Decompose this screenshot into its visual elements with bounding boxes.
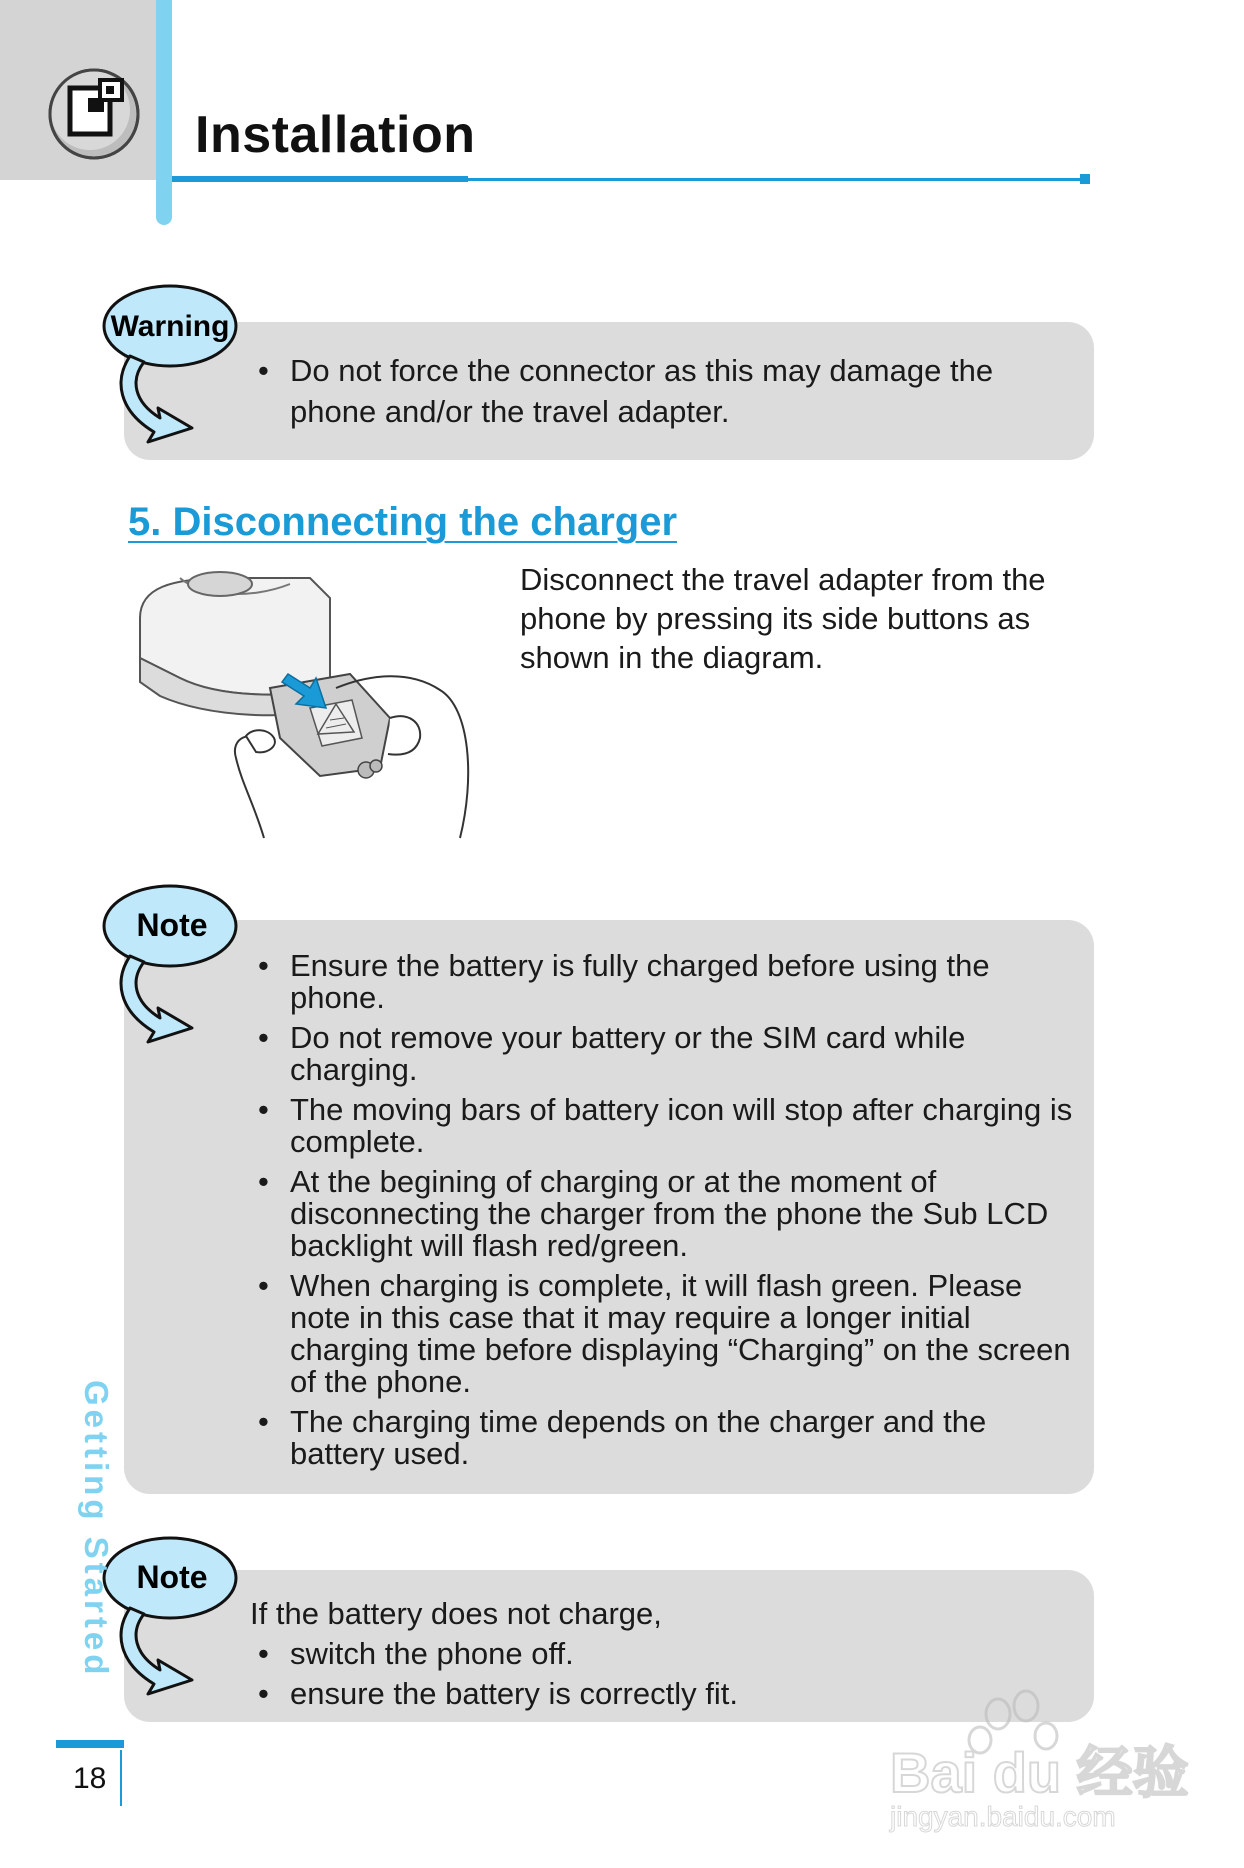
watermark-url: jingyan.baidu.com	[890, 1801, 1116, 1832]
title-rule-end	[1080, 174, 1090, 184]
side-tab	[55, 1380, 115, 1730]
note-item: • Do not remove your battery or the SIM card while charging.	[258, 1022, 1078, 1086]
note-item: • The charging time depends on the charger and the battery used.	[258, 1406, 1078, 1470]
note-label-2: Note	[136, 1559, 208, 1595]
side-tab-label: Getting Started	[78, 1380, 115, 1679]
section-body: Disconnect the travel adapter from the phone by pressing its side buttons as shown in the diagram.	[520, 562, 1046, 675]
header-vertical-bar	[156, 0, 172, 225]
warning-list	[258, 350, 1058, 432]
note-item: • At the begining of charging or at the moment of disconnecting the charger from the phone the Sub LCD backlight will flash red/green.	[258, 1166, 1078, 1262]
title-underline	[172, 176, 468, 182]
section-heading: 5. Disconnecting the charger	[128, 500, 678, 544]
watermark-brand: Bai du 经验	[890, 1741, 1189, 1804]
page-number-rule	[120, 1750, 122, 1806]
installation-icon	[44, 64, 144, 164]
note2-item: • ensure the battery is correctly fit.	[258, 1674, 1018, 1714]
note-item: • When charging is complete, it will flash green. Please note in this case that it may require a longer initial charging time before displaying “Charging” on the screen of the phone.	[258, 1270, 1078, 1398]
page-title: Installation	[195, 106, 476, 164]
note-item: • Ensure the battery is fully charged before using the phone.	[258, 950, 1078, 1014]
warning-label: Warning	[110, 310, 230, 343]
note-bubble-icon	[100, 880, 250, 1050]
note-list	[258, 950, 1078, 1478]
note2-intro: If the battery does not charge,	[250, 1596, 662, 1631]
title-rule	[468, 178, 1080, 181]
page-number: 18	[73, 1762, 107, 1795]
note-bubble-icon-2	[100, 1532, 250, 1702]
note-label: Note	[136, 907, 208, 943]
warning-item: • Do not force the connector as this may damage the phone and/or the travel adapter.	[258, 350, 1058, 432]
baidu-watermark	[880, 1680, 1189, 1832]
page-number-bar	[56, 1740, 124, 1748]
warning-bubble-icon	[100, 280, 250, 450]
note2-item: • switch the phone off.	[258, 1634, 1018, 1674]
note-item: • The moving bars of battery icon will stop after charging is complete.	[258, 1094, 1078, 1158]
charger-diagram	[140, 578, 485, 838]
